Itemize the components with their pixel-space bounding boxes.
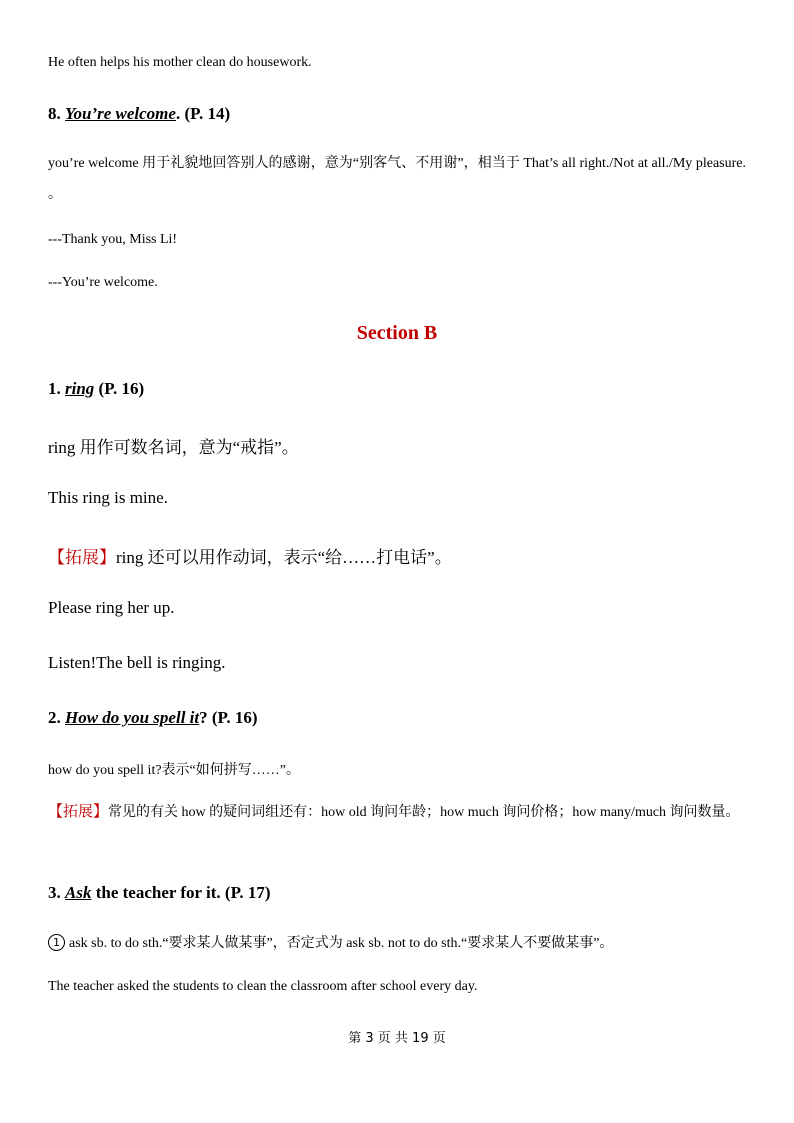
item-page-ref: the teacher for it. (P. 17) bbox=[91, 883, 271, 902]
item-number: 1. bbox=[48, 379, 65, 398]
extension-note bbox=[48, 543, 746, 568]
explanation-text: ask sb. to do sth.“要求某人做某事”，否定式为 ask sb. not to do sth.“要求某人不要做某事”。 bbox=[69, 936, 614, 951]
item-keyword: ring bbox=[65, 379, 95, 398]
section-title: Section B bbox=[356, 322, 438, 344]
page-footer: 第 3 页 共 19 页 bbox=[348, 1031, 446, 1046]
item-keyword: You’re welcome bbox=[65, 104, 176, 123]
item-heading-1 bbox=[48, 379, 746, 399]
example-sentence: This ring is mine. bbox=[48, 488, 168, 507]
extension-note bbox=[48, 797, 746, 828]
explanation-paragraph: how do you spell it?表示“如何拼写……”。 bbox=[48, 763, 300, 778]
extension-text: 常见的有关 how 的疑问词组还有：how old 询问年龄；how much 询问价格；how many/much 询问数量。 bbox=[108, 805, 740, 820]
example-sentence: Please ring her up. bbox=[48, 598, 175, 617]
item-number: 8. bbox=[48, 104, 65, 123]
explanation-paragraph bbox=[48, 932, 746, 952]
extension-tag: 【拓展】 bbox=[48, 804, 109, 820]
example-sentence: He often helps his mother clean do housework. bbox=[48, 55, 312, 70]
item-page-ref: (P. 16) bbox=[94, 379, 145, 398]
item-page-ref: . (P. 14) bbox=[175, 104, 231, 123]
example-sentence: Listen!The bell is ringing. bbox=[48, 653, 226, 672]
item-heading-2 bbox=[48, 708, 746, 728]
explanation-paragraph: ring 用作可数名词，意为“戒指”。 bbox=[48, 438, 299, 457]
explanation-paragraph: you’re welcome 用于礼貌地回答别人的感谢，意为“别客气、不用谢”，相当于 That’s all right./Not at all./My pleasure. 。 bbox=[48, 156, 746, 202]
circled-number-one: 1 bbox=[48, 934, 65, 951]
example-sentence: ---You’re welcome. bbox=[48, 275, 158, 290]
item-number: 3. bbox=[48, 883, 65, 902]
item-heading-3 bbox=[48, 883, 746, 903]
item-heading-8 bbox=[48, 104, 746, 124]
item-keyword: How do you spell it bbox=[65, 708, 200, 727]
example-sentence: The teacher asked the students to clean the classroom after school every day. bbox=[48, 979, 478, 994]
item-number: 2. bbox=[48, 708, 65, 727]
extension-text: ring 还可以用作动词，表示“给……打电话”。 bbox=[116, 548, 452, 567]
item-keyword: Ask bbox=[65, 883, 92, 902]
example-sentence: ---Thank you, Miss Li! bbox=[48, 232, 178, 247]
item-page-ref: ? (P. 16) bbox=[199, 708, 258, 727]
extension-tag: 【拓展】 bbox=[48, 548, 116, 567]
